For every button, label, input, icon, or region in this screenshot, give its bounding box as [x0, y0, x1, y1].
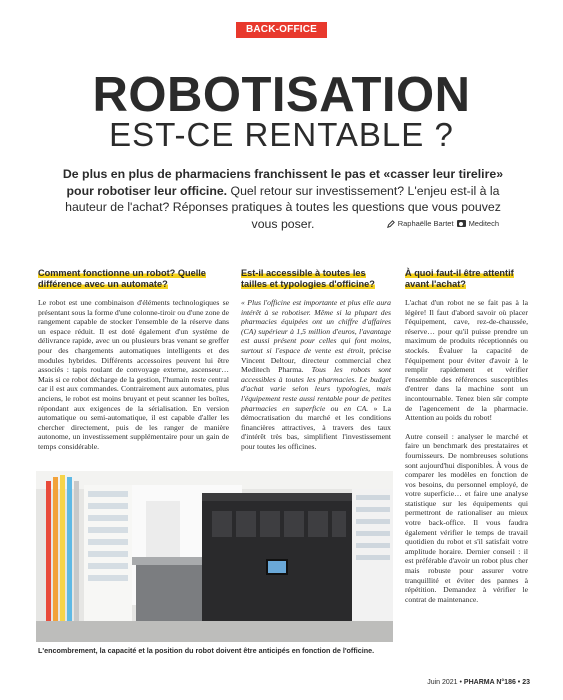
pencil-icon — [387, 220, 395, 228]
headline: ROBOTISATION — [92, 68, 471, 122]
pharmacy-robot-photo — [36, 471, 393, 642]
pharmacy-robot-illustration — [36, 471, 393, 642]
photo-caption: L'encombrement, la capacité et la position du robot doivent être anticipés en fonction de l'officine. — [38, 646, 375, 655]
column-3-paragraph: L'achat d'un robot ne se fait pas à la légère! Il faut d'abord savoir où placer l'équipement, cave, rez-de-chaussée, réserve… pour qu'il puisse prendre un maximum de produits réceptionnés ou stockés. Évaluer la capacité de l'équipement pour éviter d'avoir à le remplir rapidement et vérifier l'ensemble des références susceptibles d'entrer dans la machine sont un incontournable. Tenez bien sûr compte de l'agencement de la pharmacie. Attention au poids du robot! — [405, 298, 528, 423]
column-2-heading: Est-il accessible à toutes les tailles et typologies d'officine? — [241, 268, 375, 289]
page-folio — [427, 679, 530, 686]
column-2-body — [241, 298, 391, 452]
subheadline: EST-CE RENTABLE ? — [109, 116, 454, 153]
lead-regular: Quel retour sur investissement? L'enjeu est-il à la hauteur de l'achat? Réponses pratiques à toutes les questions que vous pouvez vous poser. — [65, 183, 501, 231]
column-3-paragraph: Autre conseil : analyser le marché et faire un benchmark des prestataires et fournisseurs. De nombreuses solutions sont aujourd'hui disponibles. À vous de comparer les modèles en fonction de vos besoins, du personnel employé, de votre superficie… et faire une analyse statistique sur les équipements qui permettront de rationaliser au mieux votre back-office. Il vous faudra également vérifier le temps de travail quotidien du robot et s'il satisfait votre amplitude horaire. Dernier conseil : il est préférable d'avoir un robot plus cher mais robuste pour assurer votre tranquillité et éviter des pannes à répétition. Demandez à vérifier le contrat de maintenance. — [405, 431, 528, 604]
camera-icon — [457, 220, 466, 227]
lead-bold: De plus en plus de pharmaciens franchissent le pas et «casser leur tirelire» pour robotiser leur officine. — [62, 167, 504, 198]
byline-author: Raphaëlle Bartet — [397, 219, 454, 228]
column-1-body — [38, 298, 229, 452]
folio-date: Juin 2021 • — [427, 679, 464, 686]
byline-photo-credit: Meditech — [468, 219, 499, 228]
column-3-body — [405, 298, 528, 604]
column-1 — [38, 268, 229, 461]
column-3 — [405, 268, 528, 613]
folio-magazine: PHARMA N°186 • 23 — [463, 679, 530, 686]
column-2 — [241, 268, 391, 461]
column-3-heading: À quoi faut-il être attentif avant l'achat? — [405, 268, 514, 289]
column-1-heading: Comment fonctionne un robot? Quelle différence avec un automate? — [38, 268, 206, 289]
column-2-paragraph: « Plus l'officine est importante et plus elle aura intérêt à se robotiser. Même si la plupart des pharmacies équipées ont un chiffre d'affaires (CA) supérieur à 1,5 million d'euros, l'avantage est aussi présent pour celles qui font moins, surtout si l'espace de vente est étroit, précise Vincent Deltour, directeur commercial chez Meditech Pharma. Tous les robots sont accessibles à toutes les pharmacies. Le budget d'achat varie selon leurs typologies, mais l'équipement reste aussi rentable pour de petites pharmacies en superficie ou en CA. » La démocratisation du marché et les conditions financières attractives, à travers des taux d'intérêt très bas, simplifient l'investissement pour toutes les officines. — [241, 298, 392, 451]
section-badge: BACK-OFFICE — [236, 22, 327, 38]
byline — [387, 219, 499, 228]
column-1-paragraph: Le robot est une combinaison d'éléments technologiques se présentant sous la forme d'une colonne-tiroir ou d'une zone de rangement capable de stocker l'ensemble de la réserve dans un espace réduit. Il est doté également d'un système de délivrance rapide, avec un ou plusieurs bras venant se greffer pour des chargements automatiques intelligents et des modules hybrides. Différents accessoires peuvent lui être associés : tapis roulant de convoyage externe, ascenseur… Mais si ce robot décharge de la gestion, l'humain reste central car il est aux commandes. Contrairement aux automates, plus anciens, le robot est moins bruyant et peut scanner les boîtes, répondant aux exigences de la sérialisation. En version automatique ou semi-automatique, il est capable d'aller les chercher directement, puis de les ranger de manière autonome, un investissement supplémentaire pour un gain de temps considérable. — [38, 298, 229, 451]
